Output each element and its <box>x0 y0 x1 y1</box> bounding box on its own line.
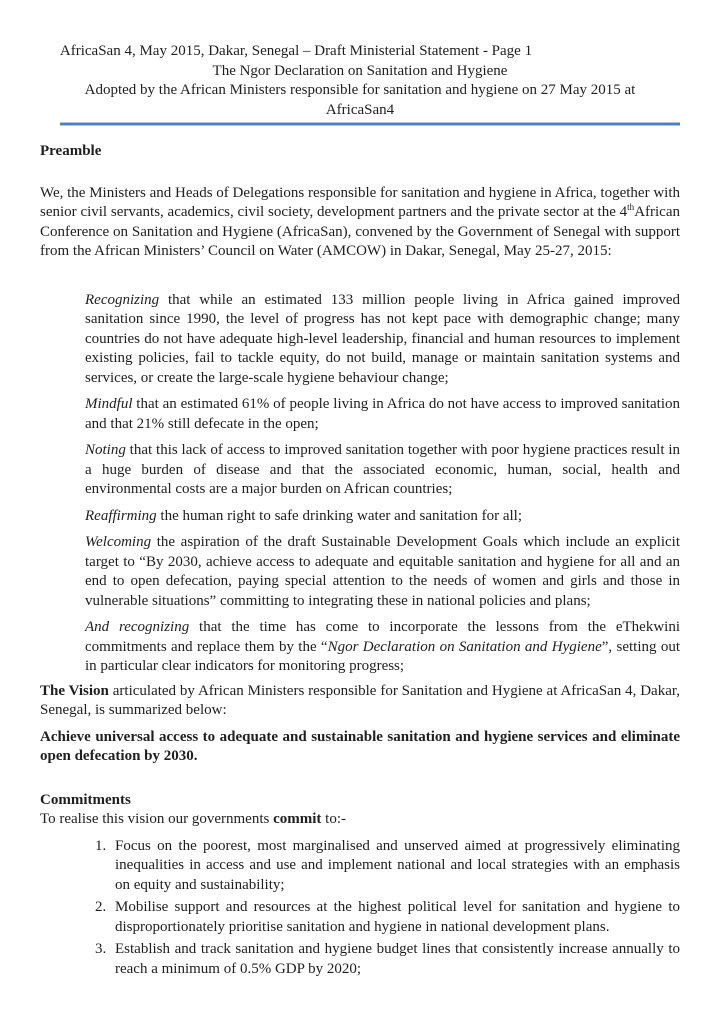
header-line-1: AfricaSan 4, May 2015, Dakar, Senegal – Draft Ministerial Statement - Page 1 <box>59 43 533 59</box>
clause-text-welcoming: the aspiration of the draft Sustainable Development Goals which include an explicit target to “By 2030, achieve access to adequate and equitable sanitation and hygiene for all and an end to open defecation, paying special attention to the needs of women and girls and those in vulnerable situations” committing to integrating these in national policies and plans; <box>85 534 680 609</box>
clause-lead-reaffirming: Reaffirming <box>85 507 157 524</box>
header-line-2: The Ngor Declaration on Sanitation and Hygiene <box>212 62 508 79</box>
clause-text-noting: that this lack of access to improved sanitation together with poor hygiene practices result in a huge burden of disease and that the associated economic, human, social, health and environmental costs are a major burden on African countries; <box>85 442 680 497</box>
clause-recognizing <box>85 291 680 389</box>
clause-text-and-recognizing-end: ”, setting out in particular clear indicators for monitoring progress; <box>85 638 680 674</box>
header-line-4: AfricaSan4 <box>325 101 395 118</box>
vision-statement: Achieve universal access to adequate and sustainable sanitation and hygiene services and eliminate open defecation by 2030. <box>40 728 680 764</box>
commitments-heading: Commitments <box>40 791 131 808</box>
header-line-3: Adopted by the African Ministers responsible for sanitation and hygiene on 27 May 2015 at <box>84 82 636 98</box>
intro-text-after-sup: African Conference on Sanitation and Hygiene (AfricaSan), convened by the Government of Senegal with support from the African Ministers’ Council on Water (AMCOW) in Dakar, Senegal, May 25-27, 2015: <box>40 204 680 259</box>
document-header <box>40 42 680 120</box>
clause-noting <box>85 441 680 500</box>
preamble-intro-paragraph <box>40 184 680 262</box>
clause-lead-recognizing: Recognizing <box>85 291 160 308</box>
commitment-item-1: 1. Focus on the poorest, most marginalised and unserved aimed at progressively eliminating inequalities in access and use and implement national and local strategies with an emphasis on equity and sustainability; <box>110 837 680 896</box>
clause-text-mindful: that an estimated 61% of people living in Africa do not have access to improved sanitation and that 21% still defecate in the open; <box>85 396 680 432</box>
ordinal-superscript: th <box>627 202 635 212</box>
clause-lead-mindful: Mindful <box>85 396 133 412</box>
declaration-title-italic: Ngor Declaration on Sanitation and Hygiene <box>327 638 602 655</box>
preamble-heading: Preamble <box>40 143 102 159</box>
commitments-intro-bold: commit <box>273 811 322 827</box>
clause-text-and-recognizing-mid: that the time has come to incorporate the lessons from the eThekwini commitments and replace them by the “ <box>85 619 680 655</box>
commitment-item-2: 2. Mobilise support and resources at the highest political level for sanitation and hygiene to disproportionately prioritise sanitation and hygiene in national development plans. <box>110 898 680 937</box>
clause-reaffirming <box>85 507 680 527</box>
header-divider-rule <box>60 122 680 126</box>
clause-text-reaffirming: the human right to safe drinking water and sanitation for all; <box>156 507 522 524</box>
intro-text-before-sup: We, the Ministers and Heads of Delegations responsible for sanitation and hygiene in Africa, together with senior civil servants, academics, civil society, development partners and the private sector at the 4 <box>40 184 680 220</box>
commitments-intro-after: to:- <box>321 811 346 827</box>
vision-lead-bold: The Vision <box>40 682 109 699</box>
clause-and-recognizing <box>85 618 680 677</box>
clause-mindful <box>85 395 680 434</box>
preamble-clauses <box>85 291 680 677</box>
commitment-item-3: 3. Establish and track sanitation and hygiene budget lines that consistently increase annually to reach a minimum of 0.5% GDP by 2020; <box>110 940 680 979</box>
commitments-intro <box>40 810 680 830</box>
vision-paragraph <box>40 682 680 721</box>
commitments-intro-before: To realise this vision our governments <box>40 811 274 827</box>
clause-lead-noting: Noting <box>85 442 126 458</box>
clause-welcoming <box>85 533 680 611</box>
vision-text: articulated by African Ministers responsible for Sanitation and Hygiene at AfricaSan 4, Dakar, Senegal, is summarized below: <box>40 682 680 718</box>
clause-lead-welcoming: Welcoming <box>85 534 152 550</box>
clause-text-recognizing: that while an estimated 133 million people living in Africa gained improved sanitation since 1990, the level of progress has not kept pace with demographic change; many countries do not have adequate high-level leadership, financial and human resources to implement existing policies, fail to tackle equity, do not build, manage or maintain sanitation systems and services, or create the large-scale hygiene behaviour change; <box>85 291 680 386</box>
clause-lead-and-recognizing: And recognizing <box>85 619 190 635</box>
commitments-list <box>40 837 680 980</box>
